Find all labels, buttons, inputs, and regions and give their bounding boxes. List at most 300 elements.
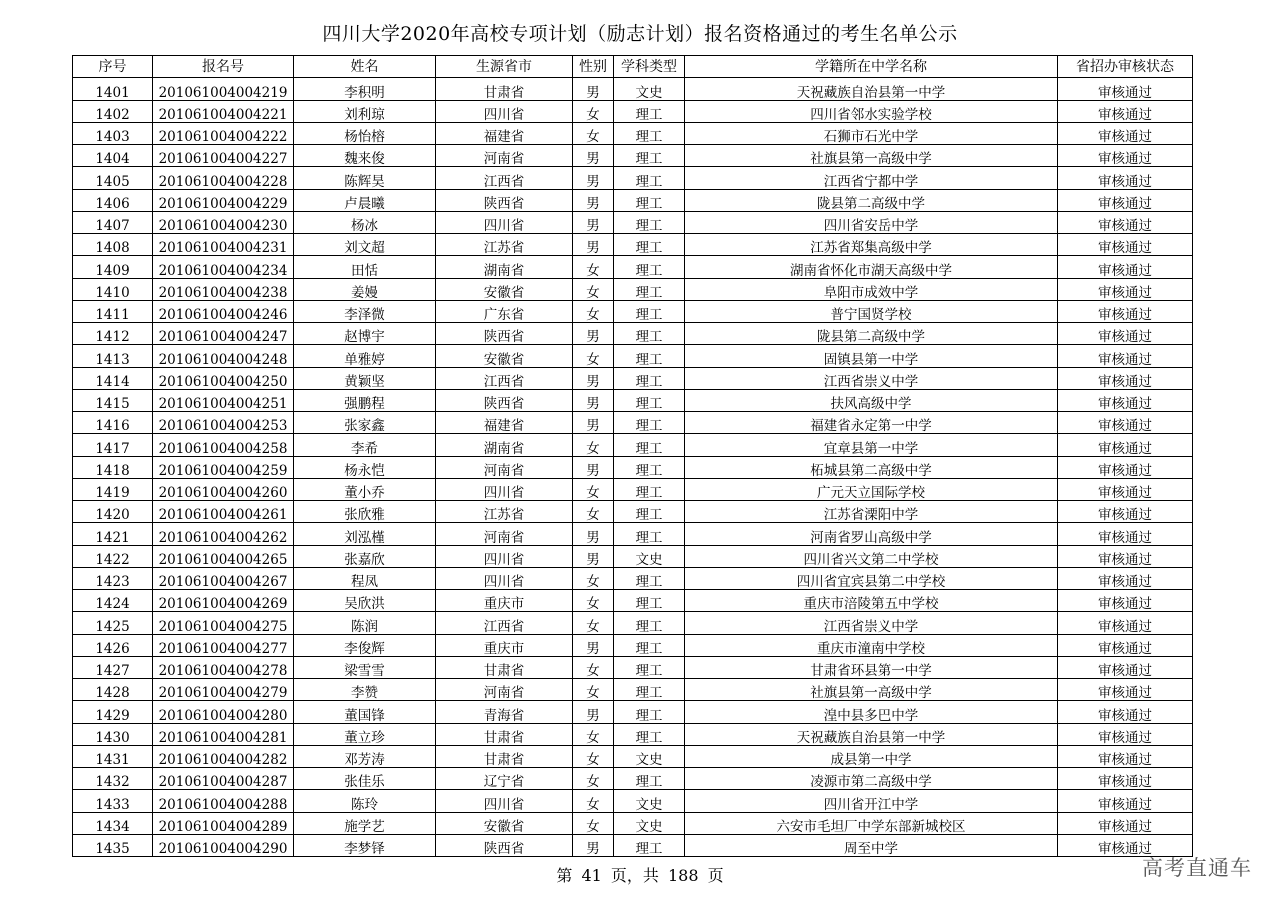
col-subject-cell: 理工 [614, 478, 685, 500]
col-registration-no-cell: 201061004004230 [153, 211, 294, 233]
table-row [73, 478, 1193, 500]
col-index-cell: 1419 [73, 478, 153, 500]
col-school-cell: 湖南省怀化市湖天高级中学 [685, 256, 1058, 278]
col-school-cell: 江西省崇义中学 [685, 367, 1058, 389]
col-school-cell: 天祝藏族自治县第一中学 [685, 78, 1058, 100]
page-footer [0, 863, 1280, 886]
col-gender-cell: 男 [573, 701, 614, 723]
header-col-province: 生源省市 [436, 56, 573, 78]
col-registration-no-cell: 201061004004265 [153, 545, 294, 567]
col-school-cell: 重庆市涪陵第五中学校 [685, 590, 1058, 612]
col-name-cell: 李希 [294, 434, 436, 456]
header-col-subject: 学科类型 [614, 56, 685, 78]
col-registration-no-cell: 201061004004231 [153, 234, 294, 256]
col-province-cell: 江苏省 [436, 234, 573, 256]
col-name-cell: 黄颖坚 [294, 367, 436, 389]
col-registration-no-cell: 201061004004253 [153, 412, 294, 434]
col-name-cell: 董立珍 [294, 723, 436, 745]
col-registration-no-cell: 201061004004282 [153, 745, 294, 767]
col-school-cell: 陇县第二高级中学 [685, 323, 1058, 345]
table-row [73, 323, 1193, 345]
col-gender-cell: 女 [573, 478, 614, 500]
col-status-cell: 审核通过 [1058, 412, 1193, 434]
col-subject-cell: 理工 [614, 234, 685, 256]
col-school-cell: 甘肃省环县第一中学 [685, 656, 1058, 678]
col-status-cell: 审核通过 [1058, 256, 1193, 278]
col-subject-cell: 理工 [614, 434, 685, 456]
col-gender-cell: 男 [573, 634, 614, 656]
col-school-cell: 阜阳市成效中学 [685, 278, 1058, 300]
col-school-cell: 湟中县多巴中学 [685, 701, 1058, 723]
col-index-cell: 1433 [73, 790, 153, 812]
col-subject-cell: 理工 [614, 389, 685, 411]
col-gender-cell: 女 [573, 745, 614, 767]
col-status-cell: 审核通过 [1058, 501, 1193, 523]
col-school-cell: 固镇县第一中学 [685, 345, 1058, 367]
col-status-cell: 审核通过 [1058, 478, 1193, 500]
table-row [73, 790, 1193, 812]
col-gender-cell: 女 [573, 790, 614, 812]
col-gender-cell: 女 [573, 278, 614, 300]
col-name-cell: 刘文超 [294, 234, 436, 256]
col-index-cell: 1416 [73, 412, 153, 434]
col-status-cell: 审核通过 [1058, 545, 1193, 567]
col-index-cell: 1414 [73, 367, 153, 389]
col-status-cell: 审核通过 [1058, 145, 1193, 167]
col-subject-cell: 文史 [614, 745, 685, 767]
col-gender-cell: 男 [573, 545, 614, 567]
col-index-cell: 1420 [73, 501, 153, 523]
table-row [73, 122, 1193, 144]
col-name-cell: 陈润 [294, 612, 436, 634]
col-name-cell: 田恬 [294, 256, 436, 278]
table-row [73, 145, 1193, 167]
col-province-cell: 安徽省 [436, 278, 573, 300]
col-registration-no-cell: 201061004004269 [153, 590, 294, 612]
col-subject-cell: 理工 [614, 656, 685, 678]
col-province-cell: 陕西省 [436, 189, 573, 211]
col-subject-cell: 理工 [614, 567, 685, 589]
col-status-cell: 审核通过 [1058, 167, 1193, 189]
col-index-cell: 1408 [73, 234, 153, 256]
col-index-cell: 1432 [73, 768, 153, 790]
col-gender-cell: 男 [573, 167, 614, 189]
col-name-cell: 赵博宇 [294, 323, 436, 345]
col-subject-cell: 理工 [614, 145, 685, 167]
col-status-cell: 审核通过 [1058, 323, 1193, 345]
footer-total-pages: 188 [668, 866, 699, 885]
col-name-cell: 张佳乐 [294, 768, 436, 790]
col-gender-cell: 男 [573, 145, 614, 167]
col-index-cell: 1424 [73, 590, 153, 612]
col-status-cell: 审核通过 [1058, 189, 1193, 211]
col-registration-no-cell: 201061004004219 [153, 78, 294, 100]
col-subject-cell: 文史 [614, 812, 685, 834]
col-index-cell: 1406 [73, 189, 153, 211]
col-registration-no-cell: 201061004004290 [153, 834, 294, 856]
col-school-cell: 柘城县第二高级中学 [685, 456, 1058, 478]
col-province-cell: 陕西省 [436, 834, 573, 856]
col-province-cell: 江苏省 [436, 501, 573, 523]
header-col-school: 学籍所在中学名称 [685, 56, 1058, 78]
table-row [73, 367, 1193, 389]
table-row [73, 278, 1193, 300]
col-province-cell: 湖南省 [436, 256, 573, 278]
col-index-cell: 1410 [73, 278, 153, 300]
col-index-cell: 1402 [73, 100, 153, 122]
col-name-cell: 陈玲 [294, 790, 436, 812]
col-subject-cell: 理工 [614, 167, 685, 189]
col-province-cell: 重庆市 [436, 590, 573, 612]
col-index-cell: 1429 [73, 701, 153, 723]
col-province-cell: 江西省 [436, 167, 573, 189]
col-school-cell: 重庆市潼南中学校 [685, 634, 1058, 656]
col-province-cell: 四川省 [436, 567, 573, 589]
table-row [73, 634, 1193, 656]
footer-page-number: 41 [581, 866, 602, 885]
col-province-cell: 安徽省 [436, 812, 573, 834]
col-name-cell: 邓芳涛 [294, 745, 436, 767]
col-subject-cell: 理工 [614, 590, 685, 612]
col-school-cell: 广元天立国际学校 [685, 478, 1058, 500]
col-gender-cell: 女 [573, 567, 614, 589]
col-name-cell: 单雅婷 [294, 345, 436, 367]
table-row [73, 545, 1193, 567]
col-name-cell: 刘泓槿 [294, 523, 436, 545]
table-row [73, 389, 1193, 411]
col-subject-cell: 理工 [614, 300, 685, 322]
col-index-cell: 1403 [73, 122, 153, 144]
table-row [73, 211, 1193, 233]
col-registration-no-cell: 201061004004279 [153, 679, 294, 701]
col-index-cell: 1418 [73, 456, 153, 478]
col-status-cell: 审核通过 [1058, 367, 1193, 389]
col-index-cell: 1407 [73, 211, 153, 233]
col-gender-cell: 女 [573, 100, 614, 122]
table-row [73, 300, 1193, 322]
col-school-cell: 四川省安岳中学 [685, 211, 1058, 233]
col-index-cell: 1404 [73, 145, 153, 167]
col-subject-cell: 理工 [614, 345, 685, 367]
col-status-cell: 审核通过 [1058, 523, 1193, 545]
col-name-cell: 陈辉昊 [294, 167, 436, 189]
col-province-cell: 陕西省 [436, 389, 573, 411]
col-status-cell: 审核通过 [1058, 679, 1193, 701]
table-row [73, 656, 1193, 678]
col-province-cell: 四川省 [436, 478, 573, 500]
col-name-cell: 魏来俊 [294, 145, 436, 167]
col-gender-cell: 男 [573, 389, 614, 411]
col-subject-cell: 理工 [614, 367, 685, 389]
col-school-cell: 石狮市石光中学 [685, 122, 1058, 144]
col-province-cell: 辽宁省 [436, 768, 573, 790]
col-province-cell: 江西省 [436, 612, 573, 634]
table-row [73, 768, 1193, 790]
table-body [73, 78, 1193, 857]
col-gender-cell: 男 [573, 456, 614, 478]
col-name-cell: 张欣雅 [294, 501, 436, 523]
table-row [73, 679, 1193, 701]
col-gender-cell: 男 [573, 189, 614, 211]
col-index-cell: 1434 [73, 812, 153, 834]
col-registration-no-cell: 201061004004259 [153, 456, 294, 478]
table-row [73, 189, 1193, 211]
table-row [73, 434, 1193, 456]
col-school-cell: 江苏省郑集高级中学 [685, 234, 1058, 256]
col-status-cell: 审核通过 [1058, 100, 1193, 122]
col-registration-no-cell: 201061004004238 [153, 278, 294, 300]
col-province-cell: 福建省 [436, 122, 573, 144]
col-province-cell: 四川省 [436, 100, 573, 122]
col-status-cell: 审核通过 [1058, 211, 1193, 233]
table-row [73, 523, 1193, 545]
col-province-cell: 陕西省 [436, 323, 573, 345]
col-province-cell: 河南省 [436, 679, 573, 701]
col-name-cell: 李俊辉 [294, 634, 436, 656]
header-col-gender: 性别 [573, 56, 614, 78]
col-name-cell: 刘利琼 [294, 100, 436, 122]
col-gender-cell: 女 [573, 768, 614, 790]
table-row [73, 234, 1193, 256]
col-school-cell: 天祝藏族自治县第一中学 [685, 723, 1058, 745]
col-name-cell: 吴欣洪 [294, 590, 436, 612]
col-province-cell: 甘肃省 [436, 723, 573, 745]
table-row [73, 812, 1193, 834]
table-row [73, 567, 1193, 589]
col-status-cell: 审核通过 [1058, 723, 1193, 745]
col-index-cell: 1421 [73, 523, 153, 545]
col-gender-cell: 男 [573, 78, 614, 100]
col-status-cell: 审核通过 [1058, 456, 1193, 478]
col-gender-cell: 男 [573, 834, 614, 856]
col-registration-no-cell: 201061004004288 [153, 790, 294, 812]
col-status-cell: 审核通过 [1058, 590, 1193, 612]
col-registration-no-cell: 201061004004277 [153, 634, 294, 656]
col-gender-cell: 女 [573, 501, 614, 523]
col-province-cell: 青海省 [436, 701, 573, 723]
col-registration-no-cell: 201061004004227 [153, 145, 294, 167]
col-province-cell: 四川省 [436, 790, 573, 812]
col-subject-cell: 理工 [614, 189, 685, 211]
col-index-cell: 1435 [73, 834, 153, 856]
col-subject-cell: 理工 [614, 211, 685, 233]
col-index-cell: 1401 [73, 78, 153, 100]
table-row [73, 501, 1193, 523]
col-subject-cell: 理工 [614, 634, 685, 656]
col-gender-cell: 女 [573, 122, 614, 144]
col-registration-no-cell: 201061004004287 [153, 768, 294, 790]
col-subject-cell: 理工 [614, 323, 685, 345]
col-gender-cell: 女 [573, 812, 614, 834]
col-index-cell: 1411 [73, 300, 153, 322]
col-status-cell: 审核通过 [1058, 701, 1193, 723]
col-subject-cell: 理工 [614, 679, 685, 701]
col-province-cell: 重庆市 [436, 634, 573, 656]
col-name-cell: 程凤 [294, 567, 436, 589]
col-registration-no-cell: 201061004004262 [153, 523, 294, 545]
watermark-text: 高考直通车 [1142, 856, 1252, 880]
col-status-cell: 审核通过 [1058, 345, 1193, 367]
table-row [73, 834, 1193, 856]
col-province-cell: 江西省 [436, 367, 573, 389]
col-province-cell: 河南省 [436, 523, 573, 545]
col-school-cell: 四川省开江中学 [685, 790, 1058, 812]
col-registration-no-cell: 201061004004275 [153, 612, 294, 634]
col-registration-no-cell: 201061004004280 [153, 701, 294, 723]
col-subject-cell: 文史 [614, 545, 685, 567]
col-subject-cell: 理工 [614, 701, 685, 723]
col-status-cell: 审核通过 [1058, 234, 1193, 256]
col-index-cell: 1430 [73, 723, 153, 745]
col-province-cell: 四川省 [436, 211, 573, 233]
document-title: 四川大学2020年高校专项计划（励志计划）报名资格通过的考生名单公示 [322, 23, 958, 45]
table-header-row [73, 56, 1193, 78]
col-status-cell: 审核通过 [1058, 656, 1193, 678]
col-school-cell: 四川省邻水实验学校 [685, 100, 1058, 122]
col-index-cell: 1431 [73, 745, 153, 767]
col-name-cell: 强鹏程 [294, 389, 436, 411]
table-row [73, 167, 1193, 189]
col-province-cell: 广东省 [436, 300, 573, 322]
table-row [73, 612, 1193, 634]
col-gender-cell: 男 [573, 234, 614, 256]
col-registration-no-cell: 201061004004228 [153, 167, 294, 189]
header-col-status: 省招办审核状态 [1058, 56, 1193, 78]
col-school-cell: 江苏省溧阳中学 [685, 501, 1058, 523]
col-status-cell: 审核通过 [1058, 612, 1193, 634]
table-row [73, 345, 1193, 367]
col-subject-cell: 文史 [614, 790, 685, 812]
col-name-cell: 卢晨曦 [294, 189, 436, 211]
col-name-cell: 李赞 [294, 679, 436, 701]
col-status-cell: 审核通过 [1058, 434, 1193, 456]
col-subject-cell: 理工 [614, 723, 685, 745]
col-name-cell: 李泽微 [294, 300, 436, 322]
col-subject-cell: 理工 [614, 523, 685, 545]
footer-mid: 页，共 [610, 866, 659, 885]
col-index-cell: 1413 [73, 345, 153, 367]
col-name-cell: 杨永恺 [294, 456, 436, 478]
table-row [73, 256, 1193, 278]
col-subject-cell: 理工 [614, 412, 685, 434]
col-school-cell: 周至中学 [685, 834, 1058, 856]
col-name-cell: 李积明 [294, 78, 436, 100]
col-index-cell: 1426 [73, 634, 153, 656]
col-subject-cell: 理工 [614, 100, 685, 122]
candidate-table [72, 55, 1193, 857]
col-registration-no-cell: 201061004004251 [153, 389, 294, 411]
col-subject-cell: 理工 [614, 122, 685, 144]
col-registration-no-cell: 201061004004278 [153, 656, 294, 678]
col-school-cell: 江西省崇义中学 [685, 612, 1058, 634]
col-subject-cell: 理工 [614, 612, 685, 634]
col-gender-cell: 男 [573, 412, 614, 434]
col-registration-no-cell: 201061004004248 [153, 345, 294, 367]
col-name-cell: 李梦铎 [294, 834, 436, 856]
footer-prefix: 第 [556, 866, 573, 885]
col-registration-no-cell: 201061004004281 [153, 723, 294, 745]
col-registration-no-cell: 201061004004258 [153, 434, 294, 456]
col-province-cell: 四川省 [436, 545, 573, 567]
col-registration-no-cell: 201061004004247 [153, 323, 294, 345]
col-province-cell: 湖南省 [436, 434, 573, 456]
col-name-cell: 张嘉欣 [294, 545, 436, 567]
col-status-cell: 审核通过 [1058, 389, 1193, 411]
col-registration-no-cell: 201061004004229 [153, 189, 294, 211]
col-school-cell: 普宁国贤学校 [685, 300, 1058, 322]
col-subject-cell: 理工 [614, 501, 685, 523]
col-status-cell: 审核通过 [1058, 745, 1193, 767]
col-registration-no-cell: 201061004004234 [153, 256, 294, 278]
col-school-cell: 陇县第二高级中学 [685, 189, 1058, 211]
col-province-cell: 福建省 [436, 412, 573, 434]
col-status-cell: 审核通过 [1058, 812, 1193, 834]
col-gender-cell: 女 [573, 434, 614, 456]
table-row [73, 100, 1193, 122]
col-province-cell: 甘肃省 [436, 745, 573, 767]
col-subject-cell: 文史 [614, 78, 685, 100]
col-school-cell: 凌源市第二高级中学 [685, 768, 1058, 790]
col-name-cell: 姜嫚 [294, 278, 436, 300]
col-province-cell: 安徽省 [436, 345, 573, 367]
table-row [73, 412, 1193, 434]
col-name-cell: 梁雪雪 [294, 656, 436, 678]
col-status-cell: 审核通过 [1058, 567, 1193, 589]
col-province-cell: 甘肃省 [436, 656, 573, 678]
col-gender-cell: 男 [573, 323, 614, 345]
col-school-cell: 宜章县第一中学 [685, 434, 1058, 456]
col-registration-no-cell: 201061004004222 [153, 122, 294, 144]
col-status-cell: 审核通过 [1058, 768, 1193, 790]
col-index-cell: 1417 [73, 434, 153, 456]
col-index-cell: 1415 [73, 389, 153, 411]
col-subject-cell: 理工 [614, 456, 685, 478]
col-registration-no-cell: 201061004004250 [153, 367, 294, 389]
col-index-cell: 1412 [73, 323, 153, 345]
col-gender-cell: 女 [573, 256, 614, 278]
col-index-cell: 1409 [73, 256, 153, 278]
col-province-cell: 河南省 [436, 456, 573, 478]
col-status-cell: 审核通过 [1058, 300, 1193, 322]
col-status-cell: 审核通过 [1058, 122, 1193, 144]
col-gender-cell: 男 [573, 367, 614, 389]
col-registration-no-cell: 201061004004221 [153, 100, 294, 122]
col-gender-cell: 男 [573, 523, 614, 545]
col-school-cell: 福建省永定第一中学 [685, 412, 1058, 434]
header-col-name: 姓名 [294, 56, 436, 78]
col-name-cell: 董小乔 [294, 478, 436, 500]
col-status-cell: 审核通过 [1058, 78, 1193, 100]
col-index-cell: 1422 [73, 545, 153, 567]
col-gender-cell: 女 [573, 723, 614, 745]
col-province-cell: 河南省 [436, 145, 573, 167]
footer-suffix: 页 [707, 866, 724, 885]
col-school-cell: 四川省兴文第二中学校 [685, 545, 1058, 567]
col-name-cell: 施学艺 [294, 812, 436, 834]
col-gender-cell: 女 [573, 590, 614, 612]
col-school-cell: 四川省宜宾县第二中学校 [685, 567, 1058, 589]
col-subject-cell: 理工 [614, 256, 685, 278]
col-status-cell: 审核通过 [1058, 634, 1193, 656]
col-subject-cell: 理工 [614, 768, 685, 790]
col-gender-cell: 女 [573, 345, 614, 367]
col-name-cell: 张家鑫 [294, 412, 436, 434]
col-name-cell: 董国锋 [294, 701, 436, 723]
table-row [73, 723, 1193, 745]
col-registration-no-cell: 201061004004261 [153, 501, 294, 523]
col-index-cell: 1425 [73, 612, 153, 634]
table-row [73, 701, 1193, 723]
